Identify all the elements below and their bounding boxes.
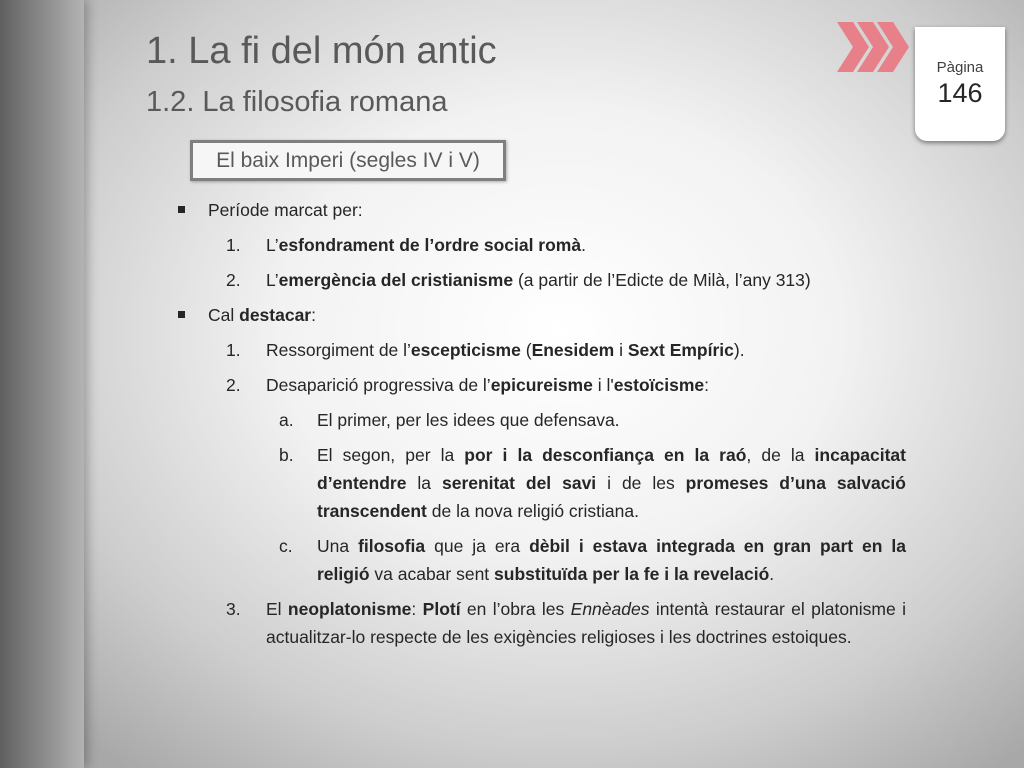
square-bullet-icon <box>178 311 185 318</box>
slide-content <box>178 196 906 658</box>
emphasis-text: destacar <box>239 305 312 325</box>
item-number: 2. <box>226 375 241 395</box>
item-number: 1. <box>226 235 241 255</box>
slide-title: 1. La fi del món antic <box>146 30 497 72</box>
numbered-item: 2. L’emergència del cristianisme (a partir de l’Edicte de Milà, l’any 313) <box>178 266 906 294</box>
item-letter: c. <box>279 536 293 556</box>
item-letter: a. <box>279 410 294 430</box>
lettered-item: c. Una filosofia que ja era dèbil i estava integrada en gran part en la religió va acabar sent substituïda per la fe i la revelació. <box>178 532 906 588</box>
section-heading-box: El baix Imperi (segles IV i V) <box>190 140 506 181</box>
item-letter: b. <box>279 445 294 465</box>
page-number: 146 <box>937 78 983 108</box>
square-bullet-icon <box>178 206 185 213</box>
bullet-text: Període marcat per: <box>208 200 363 220</box>
bullet-item <box>178 196 906 224</box>
left-decorative-bar <box>0 0 84 768</box>
slide-subtitle: 1.2. La filosofia romana <box>146 86 448 118</box>
page-label: Pàgina <box>936 59 984 76</box>
lettered-item: a. El primer, per les idees que defensava. <box>178 406 906 434</box>
page-number-tab <box>915 27 1005 141</box>
numbered-item: 1. Ressorgiment de l’escepticisme (Enesidem i Sext Empíric). <box>178 336 906 364</box>
item-number: 1. <box>226 340 241 360</box>
item-number: 3. <box>226 599 241 619</box>
emphasis-text: esfondrament de l’ordre social romà <box>278 235 582 255</box>
bullet-item: Cal destacar: <box>178 301 906 329</box>
lettered-item: b. El segon, per la por i la desconfiança en la raó, de la incapacitat d’entendre la serenitat del savi i de les promeses d’una salvació transcendent de la nova religió cristiana. <box>178 441 906 525</box>
numbered-item: 2. Desaparició progressiva de l’epicureisme i l'estoïcisme: <box>178 371 906 399</box>
numbered-item: 1. L’esfondrament de l’ordre social romà. <box>178 231 906 259</box>
item-number: 2. <box>226 270 241 290</box>
numbered-item: 3. El neoplatonisme: Plotí en l’obra les Ennèades intentà restaurar el platonisme i actualitzar-lo respecte de les exigències religioses i les doctrines estoiques. <box>178 595 906 651</box>
emphasis-text: emergència del cristianisme <box>278 270 514 290</box>
chevrons-right-icon <box>833 20 913 74</box>
